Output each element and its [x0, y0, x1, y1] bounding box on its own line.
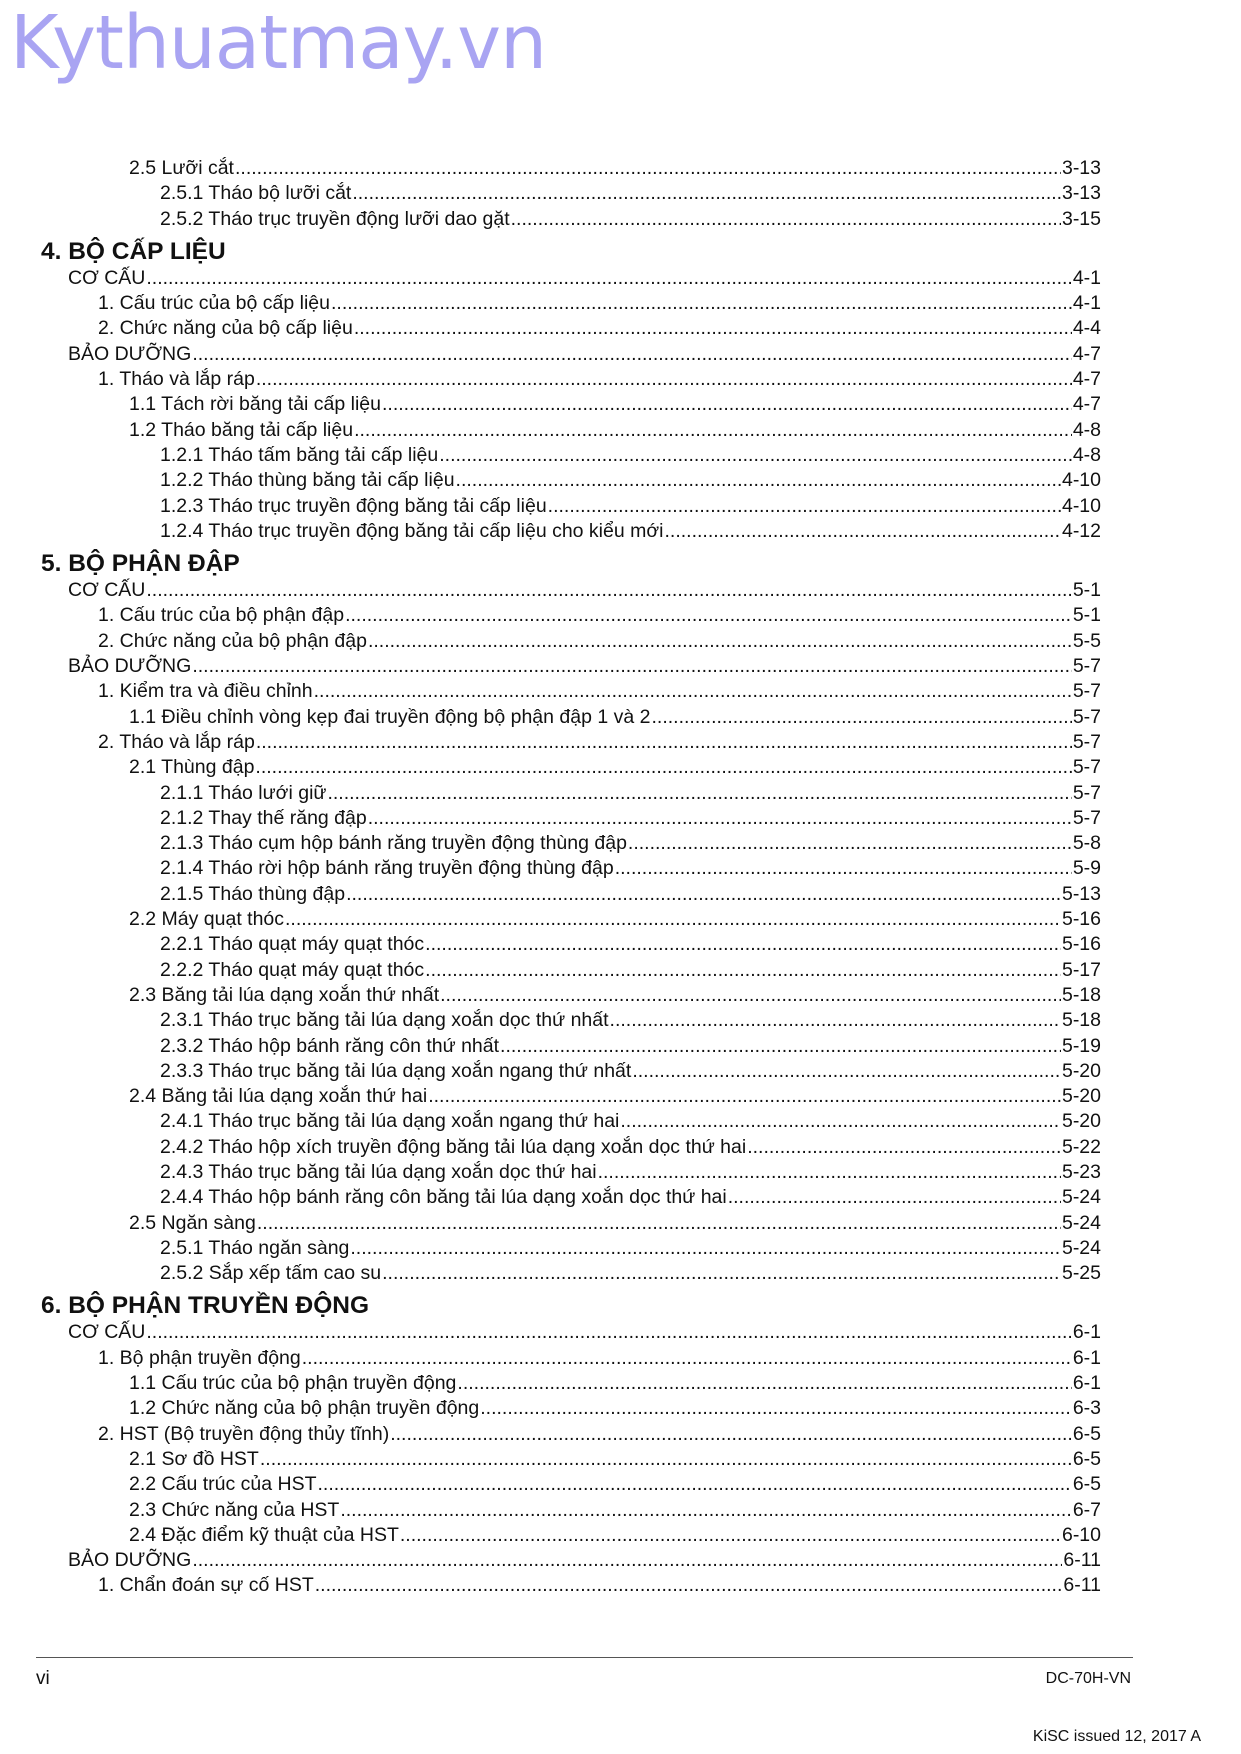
toc-leader-dots — [500, 1034, 1061, 1059]
toc-leader-dots — [302, 1346, 1072, 1371]
toc-entry-page: 5-22 — [1061, 1135, 1101, 1158]
toc-entry — [41, 1320, 1101, 1345]
toc-leader-dots — [480, 1396, 1072, 1421]
toc-entry-page: 5-16 — [1061, 933, 1101, 956]
toc-entry-page: 5-20 — [1061, 1110, 1101, 1133]
toc-entry-label: 1.2.3 Tháo trục truyền động băng tải cấp liệu — [160, 494, 547, 517]
toc-entry — [41, 266, 1101, 291]
toc-leader-dots — [382, 392, 1072, 417]
toc-leader-dots — [354, 316, 1072, 341]
toc-entry-page: 5-19 — [1061, 1034, 1101, 1057]
toc-leader-dots — [439, 443, 1072, 468]
toc-entry — [41, 1447, 1101, 1472]
toc-entry-label: 2.5.2 Tháo trục truyền động lưỡi dao gặt — [160, 207, 510, 230]
toc-entry-label: CƠ CẤU — [68, 1321, 146, 1344]
toc-leader-dots — [620, 1109, 1061, 1134]
toc-entry-page: 4-10 — [1061, 494, 1101, 517]
toc-entry — [41, 1109, 1101, 1134]
toc-entry — [41, 831, 1101, 856]
table-of-contents — [41, 156, 1101, 1599]
toc-entry-label: 2.5 Ngăn sàng — [129, 1211, 256, 1234]
toc-entry — [41, 207, 1101, 232]
toc-leader-dots — [331, 291, 1072, 316]
toc-leader-dots — [285, 907, 1061, 932]
chapter-heading-4: 4. BỘ CẤP LIỆU — [41, 237, 226, 265]
toc-leader-dots — [192, 654, 1072, 679]
toc-entry-page: 6-11 — [1063, 1574, 1101, 1597]
toc-entry — [41, 1059, 1101, 1084]
toc-entry-label: 2.5 Lưỡi cắt — [129, 157, 234, 179]
toc-leader-dots — [665, 519, 1061, 544]
toc-entry-page: 6-7 — [1072, 1498, 1101, 1521]
toc-entry — [41, 806, 1101, 831]
toc-entry-label: 2.1.2 Thay thế răng đập — [160, 806, 367, 829]
toc-entry-page: 5-8 — [1072, 832, 1101, 855]
toc-entry-page: 5-24 — [1061, 1186, 1101, 1209]
toc-leader-dots — [192, 1548, 1062, 1573]
toc-leader-dots — [428, 1084, 1061, 1109]
toc-entry-label: CƠ CẤU — [68, 266, 146, 289]
toc-entry-page: 4-7 — [1072, 393, 1101, 416]
toc-entry-label: 1. Kiểm tra và điều chỉnh — [98, 680, 313, 703]
toc-entry-label: 1.2 Chức năng của bộ phận truyền động — [129, 1397, 480, 1420]
toc-leader-dots — [615, 856, 1072, 881]
toc-leader-dots — [511, 207, 1061, 232]
toc-entry-page: 4-8 — [1072, 443, 1101, 466]
toc-leader-dots — [260, 1447, 1072, 1472]
toc-entry-label: 1.2.4 Tháo trục truyền động băng tải cấp liệu cho kiểu mới — [160, 519, 664, 542]
toc-entry — [41, 603, 1101, 628]
toc-entry-label: 2. Chức năng của bộ phận đập — [98, 629, 367, 652]
toc-entry-label: 2.5.2 Sắp xếp tấm cao su — [160, 1262, 382, 1285]
toc-leader-dots — [146, 1320, 1071, 1345]
toc-entry-label: 2.4.1 Tháo trục băng tải lúa dạng xoắn ngang thứ hai — [160, 1110, 620, 1133]
toc-entry-label: 1.1 Cấu trúc của bộ phận truyền động — [129, 1372, 457, 1395]
toc-leader-dots — [256, 367, 1072, 392]
toc-entry-page: 4-10 — [1061, 469, 1101, 492]
toc-leader-dots — [440, 983, 1061, 1008]
toc-entry — [41, 1135, 1101, 1160]
toc-section-ch4 — [41, 266, 1101, 544]
toc-section-ch6 — [41, 1320, 1101, 1598]
toc-entry — [41, 781, 1101, 806]
toc-entry-page: 5-7 — [1072, 705, 1101, 728]
toc-entry — [41, 468, 1101, 493]
toc-leader-dots — [352, 181, 1061, 206]
toc-entry-label: 2.2 Cấu trúc của HST — [129, 1473, 317, 1496]
toc-leader-dots — [728, 1185, 1061, 1210]
toc-entry-page: 5-24 — [1061, 1211, 1101, 1234]
toc-leader-dots — [632, 1059, 1061, 1084]
toc-entry — [41, 494, 1101, 519]
toc-entry-label: 1.2.1 Tháo tấm băng tải cấp liệu — [160, 443, 439, 466]
toc-entry-page: 3-13 — [1061, 157, 1101, 179]
toc-entry-label: 1.1 Điều chỉnh vòng kẹp đai truyền động bộ phận đập 1 và 2 — [129, 705, 651, 728]
toc-entry-label: 2.3.3 Tháo trục băng tải lúa dạng xoắn ngang thứ nhất — [160, 1059, 632, 1082]
toc-entry-page: 6-10 — [1061, 1523, 1101, 1546]
toc-entry-page: 5-18 — [1061, 983, 1101, 1006]
toc-entry-label: BẢO DƯỠNG — [68, 342, 192, 365]
toc-entry-page: 5-23 — [1061, 1160, 1101, 1183]
toc-entry-label: 2.3 Chức năng của HST — [129, 1498, 340, 1521]
toc-entry-page: 5-13 — [1061, 882, 1101, 905]
toc-entry — [41, 1523, 1101, 1548]
footer-doc-code: DC-70H-VN — [1045, 1670, 1131, 1687]
toc-leader-dots — [345, 603, 1072, 628]
toc-entry-page: 5-25 — [1061, 1262, 1101, 1285]
toc-entry-page: 4-7 — [1072, 368, 1101, 391]
toc-entry — [41, 654, 1101, 679]
toc-entry — [41, 1236, 1101, 1261]
toc-entry-page: 6-3 — [1072, 1397, 1101, 1420]
toc-entry — [41, 1261, 1101, 1286]
toc-entry — [41, 1346, 1101, 1371]
toc-entry-label: 2.4 Băng tải lúa dạng xoắn thứ hai — [129, 1085, 428, 1108]
toc-entry-page: 5-7 — [1072, 781, 1101, 804]
toc-entry — [41, 1034, 1101, 1059]
toc-entry — [41, 1008, 1101, 1033]
toc-entry — [41, 856, 1101, 881]
toc-entry — [41, 730, 1101, 755]
toc-leader-dots — [390, 1422, 1072, 1447]
footer-divider — [36, 1657, 1133, 1658]
toc-entry-page: 4-12 — [1061, 519, 1101, 542]
toc-entry-page: 4-7 — [1072, 342, 1101, 365]
toc-leader-dots — [400, 1523, 1061, 1548]
toc-leader-dots — [350, 1236, 1061, 1261]
toc-entry — [41, 392, 1101, 417]
toc-leader-dots — [146, 266, 1071, 291]
toc-leader-dots — [315, 1573, 1063, 1598]
toc-entry — [41, 1371, 1101, 1396]
toc-leader-dots — [146, 578, 1071, 603]
toc-entry — [41, 1396, 1101, 1421]
toc-entry-page: 6-1 — [1072, 1372, 1101, 1395]
toc-leader-dots — [628, 831, 1072, 856]
toc-entry — [41, 1211, 1101, 1236]
toc-entry-label: 1. Bộ phận truyền động — [98, 1346, 301, 1369]
toc-leader-dots — [368, 806, 1072, 831]
toc-leader-dots — [747, 1135, 1061, 1160]
toc-entry-label: 2.2 Máy quạt thóc — [129, 908, 285, 931]
toc-entry-label: 1. Chẩn đoán sự cố HST — [98, 1574, 314, 1597]
toc-leader-dots — [368, 629, 1072, 654]
toc-entry-page: 6-11 — [1063, 1549, 1101, 1572]
toc-entry — [41, 181, 1101, 206]
toc-entry-label: 2.5.1 Tháo ngăn sàng — [160, 1236, 350, 1259]
toc-entry-label: 2.1.3 Tháo cụm hộp bánh răng truyền động thùng đập — [160, 832, 627, 855]
toc-entry-page: 5-7 — [1072, 680, 1101, 703]
toc-entry-page: 3-13 — [1061, 182, 1101, 205]
toc-entry — [41, 1185, 1101, 1210]
toc-entry-page: 6-1 — [1072, 1346, 1101, 1369]
toc-entry-label: 2.3.2 Tháo hộp bánh răng côn thứ nhất — [160, 1034, 500, 1057]
toc-entry — [41, 932, 1101, 957]
toc-entry — [41, 291, 1101, 316]
toc-leader-dots — [425, 932, 1061, 957]
toc-entry-label: 2.4.4 Tháo hộp bánh răng côn băng tải lúa dạng xoắn dọc thứ hai — [160, 1186, 727, 1209]
toc-entry-label: 2. Tháo và lắp ráp — [98, 730, 255, 753]
toc-leader-dots — [257, 1211, 1061, 1236]
toc-section-pre — [41, 156, 1101, 232]
toc-entry-page: 5-20 — [1061, 1085, 1101, 1108]
toc-leader-dots — [456, 468, 1061, 493]
toc-entry-label: 1. Cấu trúc của bộ cấp liệu — [98, 292, 330, 315]
toc-entry — [41, 907, 1101, 932]
toc-entry — [41, 1422, 1101, 1447]
toc-leader-dots — [340, 1498, 1071, 1523]
toc-leader-dots — [256, 730, 1072, 755]
toc-leader-dots — [651, 705, 1071, 730]
toc-entry — [41, 418, 1101, 443]
toc-entry-label: 2.4.2 Tháo hộp xích truyền động băng tải lúa dạng xoắn dọc thứ hai — [160, 1135, 747, 1158]
toc-leader-dots — [382, 1261, 1061, 1286]
toc-entry-label: 2.1 Sơ đồ HST — [129, 1447, 259, 1470]
toc-entry-label: 2.1.5 Tháo thùng đập — [160, 882, 346, 905]
toc-leader-dots — [255, 755, 1071, 780]
toc-entry-page: 5-9 — [1072, 857, 1101, 880]
toc-entry-page: 5-7 — [1072, 756, 1101, 779]
toc-entry-label: 2.3.1 Tháo trục băng tải lúa dạng xoắn dọc thứ nhất — [160, 1009, 609, 1032]
toc-leader-dots — [235, 156, 1061, 181]
toc-entry — [41, 958, 1101, 983]
toc-entry-label: 1. Tháo và lắp ráp — [98, 368, 255, 391]
toc-entry-label: 1.1 Tách rời băng tải cấp liệu — [129, 393, 381, 416]
toc-leader-dots — [346, 882, 1061, 907]
toc-entry — [41, 519, 1101, 544]
toc-entry-page: 3-15 — [1061, 207, 1101, 230]
toc-entry-label: 2.3 Băng tải lúa dạng xoắn thứ nhất — [129, 983, 440, 1006]
toc-entry-page: 5-5 — [1072, 629, 1101, 652]
toc-entry — [41, 342, 1101, 367]
toc-entry-page: 4-1 — [1072, 292, 1101, 315]
toc-entry-page: 6-5 — [1072, 1447, 1101, 1470]
toc-entry — [41, 1472, 1101, 1497]
toc-entry-page: 6-5 — [1072, 1473, 1101, 1496]
toc-leader-dots — [318, 1472, 1072, 1497]
toc-entry — [41, 755, 1101, 780]
toc-entry — [41, 316, 1101, 341]
toc-leader-dots — [610, 1008, 1061, 1033]
toc-entry — [41, 1548, 1101, 1573]
toc-entry-label: 1.2.2 Tháo thùng băng tải cấp liệu — [160, 469, 455, 492]
toc-entry-page: 4-1 — [1072, 266, 1101, 289]
toc-entry — [41, 705, 1101, 730]
toc-section-ch5 — [41, 578, 1101, 1286]
toc-entry — [41, 156, 1101, 181]
toc-entry-label: 2.4 Đặc điểm kỹ thuật của HST — [129, 1523, 399, 1546]
toc-entry-page: 5-7 — [1072, 655, 1101, 678]
toc-entry-label: 2.4.3 Tháo trục băng tải lúa dạng xoắn dọc thứ hai — [160, 1160, 597, 1183]
toc-entry — [41, 578, 1101, 603]
toc-entry-page: 5-24 — [1061, 1236, 1101, 1259]
toc-entry-label: 2.5.1 Tháo bộ lưỡi cắt — [160, 182, 352, 205]
toc-entry-page: 6-1 — [1072, 1321, 1101, 1344]
toc-leader-dots — [354, 418, 1072, 443]
toc-leader-dots — [598, 1160, 1061, 1185]
toc-entry-label: 1. Cấu trúc của bộ phận đập — [98, 604, 345, 627]
toc-entry-page: 4-4 — [1072, 317, 1101, 340]
toc-entry-label: 2. HST (Bộ truyền động thủy tĩnh) — [98, 1422, 390, 1445]
toc-entry — [41, 679, 1101, 704]
toc-leader-dots — [425, 958, 1061, 983]
toc-entry-label: BẢO DƯỠNG — [68, 655, 192, 678]
toc-leader-dots — [457, 1371, 1071, 1396]
toc-entry-label: 2.1.1 Tháo lưới giữ — [160, 781, 327, 804]
toc-entry-page: 5-1 — [1072, 579, 1101, 602]
toc-entry — [41, 629, 1101, 654]
toc-entry-label: 1.2 Tháo băng tải cấp liệu — [129, 418, 354, 441]
toc-leader-dots — [314, 679, 1072, 704]
toc-entry-label: BẢO DƯỠNG — [68, 1549, 192, 1572]
toc-entry-label: CƠ CẤU — [68, 579, 146, 602]
toc-leader-dots — [327, 781, 1071, 806]
toc-entry-page: 6-5 — [1072, 1422, 1101, 1445]
toc-entry — [41, 367, 1101, 392]
toc-entry — [41, 1573, 1101, 1598]
toc-entry — [41, 882, 1101, 907]
issued-note: KiSC issued 12, 2017 A — [1032, 1728, 1201, 1745]
toc-entry — [41, 983, 1101, 1008]
toc-entry-page: 5-18 — [1061, 1009, 1101, 1032]
toc-entry-label: 2.2.1 Tháo quạt máy quạt thóc — [160, 933, 425, 956]
toc-entry-label: 2.1.4 Tháo rời hộp bánh răng truyền động thùng đập — [160, 857, 614, 880]
toc-entry-page: 5-1 — [1072, 604, 1101, 627]
toc-leader-dots — [192, 342, 1072, 367]
toc-entry — [41, 1160, 1101, 1185]
chapter-heading-6: 6. BỘ PHẬN TRUYỀN ĐỘNG — [41, 1292, 370, 1320]
toc-entry-page: 5-17 — [1061, 958, 1101, 981]
toc-leader-dots — [548, 494, 1061, 519]
toc-entry-page: 5-7 — [1072, 806, 1101, 829]
toc-entry-label: 2.1 Thùng đập — [129, 756, 255, 779]
toc-entry-label: 2.2.2 Tháo quạt máy quạt thóc — [160, 958, 425, 981]
toc-entry-page: 5-20 — [1061, 1059, 1101, 1082]
toc-entry-page: 5-7 — [1072, 730, 1101, 753]
toc-entry — [41, 1498, 1101, 1523]
toc-entry-label: 2. Chức năng của bộ cấp liệu — [98, 317, 353, 340]
chapter-heading-5: 5. BỘ PHẬN ĐẬP — [41, 550, 240, 578]
footer-page-number: vi — [36, 1668, 50, 1689]
toc-entry — [41, 1084, 1101, 1109]
toc-entry-page: 4-8 — [1072, 418, 1101, 441]
toc-entry — [41, 443, 1101, 468]
toc-entry-page: 5-16 — [1061, 908, 1101, 931]
watermark-logo: Kythuatmay.vn — [10, 0, 547, 86]
